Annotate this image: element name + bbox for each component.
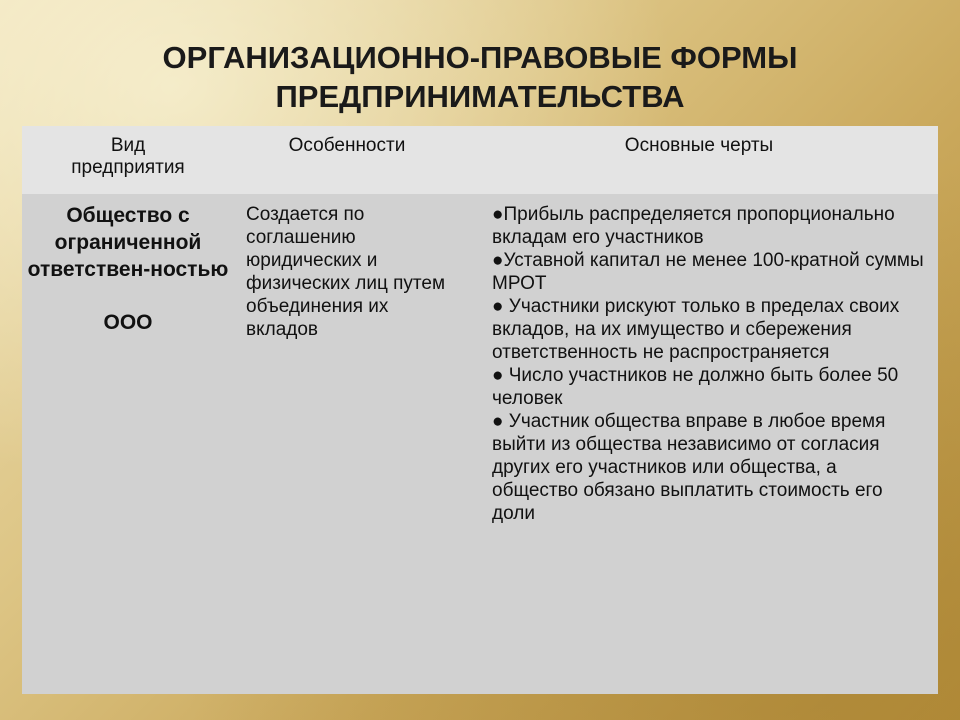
slide-title-line-1: ОРГАНИЗАЦИОННО-ПРАВОВЫЕ ФОРМЫ xyxy=(162,40,798,75)
trait-item: ●Прибыль распределяется пропорционально вкладам его участников xyxy=(492,204,895,248)
trait-item: ●Уставной капитал не менее 100-кратной суммы МРОТ xyxy=(492,250,924,294)
slide-title xyxy=(20,38,940,116)
traits-cell xyxy=(460,194,938,694)
table-row xyxy=(22,194,938,694)
legal-forms-table xyxy=(22,126,938,694)
trait-item: ● Участник общества вправе в любое время выйти из общества независимо от согласия других его участников или общества, а общество обязано выплатить стоимость его доли xyxy=(492,411,886,524)
trait-item: ● Участники рискуют только в пределах своих вкладов, на их имущество и сбережения ответственность не распространяется xyxy=(492,296,900,363)
header-features: Особенности xyxy=(288,135,406,156)
enterprise-type-cell xyxy=(22,194,234,694)
header-enterprise-type-line-1: Вид xyxy=(110,135,146,156)
table-header-row xyxy=(22,126,938,194)
trait-item: ● Число участников не должно быть более 50 человек xyxy=(492,365,899,409)
enterprise-type-abbreviation: ООО xyxy=(103,311,153,334)
header-main-traits: Основные черты xyxy=(624,135,774,156)
features-cell: Создается по соглашению юридических и физических лиц путем объединения их вкладов xyxy=(246,204,446,340)
header-enterprise-type xyxy=(22,126,234,194)
header-enterprise-type-line-2: предприятия xyxy=(71,157,185,178)
slide-title-line-2: ПРЕДПРИНИМАТЕЛЬСТВА xyxy=(275,79,685,114)
enterprise-type-name: Общество с ограниченной ответствен-ностью xyxy=(27,204,229,281)
